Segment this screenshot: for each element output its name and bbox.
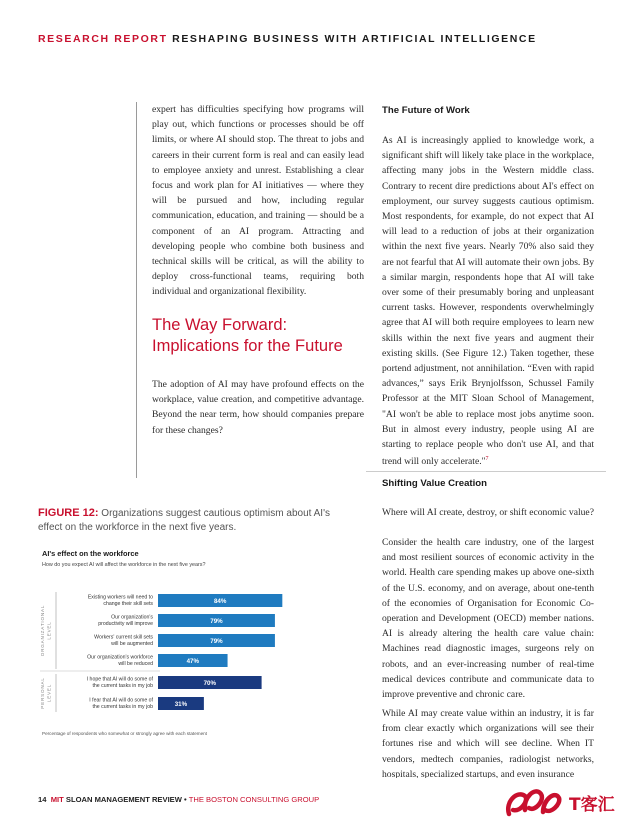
footnote-ref: 7 <box>485 456 489 463</box>
subhead-shifting-value: Shifting Value Creation <box>382 478 488 489</box>
section-title-way-forward: The Way Forward: Implications for the Future <box>152 316 343 355</box>
bar-value-label-4: 70% <box>203 680 216 687</box>
bar-value-label-2: 79% <box>210 638 223 645</box>
category-label-1-1: productivity will improve <box>98 620 153 627</box>
organization-name: THE BOSTON CONSULTING GROUP <box>188 795 320 804</box>
category-label-4-1: the current tasks in my job <box>92 682 153 689</box>
bar-value-label-5: 31% <box>174 701 188 708</box>
category-label-1-0: Our organization's <box>111 614 153 621</box>
group-label-0-0: ORGANIZATIONAL <box>40 604 45 657</box>
publication-mit: MIT <box>50 795 64 804</box>
chart-footnote: Percentage of respondents who somewhat or strongly agree with each statement <box>42 731 207 736</box>
chart-subtitle: How do you expect AI will affect the workforce in the next five years? <box>42 562 206 568</box>
category-label-3-0: Our organization's workforce <box>87 654 153 661</box>
figure-label: FIGURE 12: <box>38 507 99 519</box>
category-label-0-1: change their skill sets <box>103 600 153 607</box>
right-paragraph-1-text: As AI is increasingly applied to knowledge work, a significant shift will likely take place in the workplace, affecting many jobs in the Western middle class. Contrary to recent dire predictions about AI's effect on employment, our survey suggests cautious optimism. Most respondents, for example, do not expect that AI will lead to a reduction of jobs at their organization within the next five years. Nearly 70% also said they are not fearful that AI will automate their own jobs. By a similar margin, respondents hope that AI will take over some of their presumably boring and unpleasant current tasks. However, respondents overwhelmingly agree that AI will both require employees to learn new skills within the next five years and augment their existing skills. (See Figure 12.) Taken together, these portend adjustment, not annihilation. “Even with rapid advances,” says Erik Brynjolfsson, Schussel Family Professor at the MIT Sloan School of Management, "AI won't be able to replace most jobs anytime soon. But in almost every industry, people using AI are starting to replace people who don't use AI, and that trend will only accelerate." <box>382 135 594 468</box>
group-label-1-1: LEVEL <box>46 683 52 703</box>
category-label-2-0: Workers' current skill sets <box>94 634 153 641</box>
subhead-future-of-work: The Future of Work <box>382 105 470 116</box>
watermark-text: T客汇 <box>569 795 615 815</box>
category-label-0-0: Existing workers will need to <box>87 594 153 601</box>
category-label-2-1: will be augmented <box>111 640 153 647</box>
watermark-logo <box>503 784 633 820</box>
right-paragraph-4: While AI may create value within an industry, it is far from clear exactly which organizations will see their fortunes rise and which will see decline. When IT vendors, medtech companies, radiologist networks, hospitals, specialized startups, and even insurance <box>382 708 594 778</box>
left-paragraph-2: The adoption of AI may have profound effects on the workplace, value creation, and competitive advantage. Beyond the near term, how should companies prepare for these changes? <box>152 379 364 436</box>
footer-bullet: • <box>184 795 187 804</box>
left-paragraph-1: expert has difficulties specifying how programs will play out, which functions or processes should be off limits, or where AI should stop. The threat to jobs and careers in their current form is real and can easily lead to employee anxiety and unrest. Establishing a clear focus and work plan for AI initiatives — where they will be pursued and how, including regular communication, education, and training — should be a component of an AI program. Attracting and developing people who combine both business and technical skills will be critical, as will the ability to deploy cross-functional teams, requiring both individual and organizational flexibility. <box>152 104 364 298</box>
publication-name: SLOAN MANAGEMENT REVIEW <box>65 795 182 804</box>
group-label-1-0: PERSONAL <box>40 677 45 709</box>
bar-value-label-1: 79% <box>210 618 223 625</box>
figure-caption-text: Organizations suggest cautious optimism about AI's effect on the workforce in the next five years. <box>38 508 330 533</box>
group-label-0-1: LEVEL <box>46 621 52 640</box>
watermark-swirl-icon <box>508 791 559 814</box>
page-number: 14 <box>38 795 47 804</box>
category-label-5-1: the current tasks in my job <box>92 703 153 710</box>
bar-value-label-0: 84% <box>213 598 227 605</box>
right-paragraph-2: Where will AI create, destroy, or shift economic value? <box>382 507 594 518</box>
category-label-4-0: I hope that AI will do some of <box>86 676 153 683</box>
category-label-5-0: I fear that AI will do some of <box>89 697 153 704</box>
page-footer <box>38 795 319 804</box>
report-label: RESEARCH REPORT <box>38 33 168 45</box>
chart-title: AI's effect on the workforce <box>42 549 139 558</box>
report-title: RESHAPING BUSINESS WITH ARTIFICIAL INTELLIGENCE <box>172 33 537 45</box>
right-paragraph-3: Consider the health care industry, one of the largest and most resilient sources of economic activity in the world. Health care spending makes up above one-sixth of the U.S. economy, and on average, about one-tenth of the economies of Organisation for Economic Co-operation and Development (OECD) member nations. AI is already altering the health care value chain: Machines read diagnostic images, surgeons rely on robots, and an ever-increasing number of real-time medical devices contribute and communicate data to improve preventive and chronic care. <box>382 537 594 701</box>
category-label-3-1: will be reduced <box>118 660 153 667</box>
bar-value-label-3: 47% <box>186 658 199 665</box>
